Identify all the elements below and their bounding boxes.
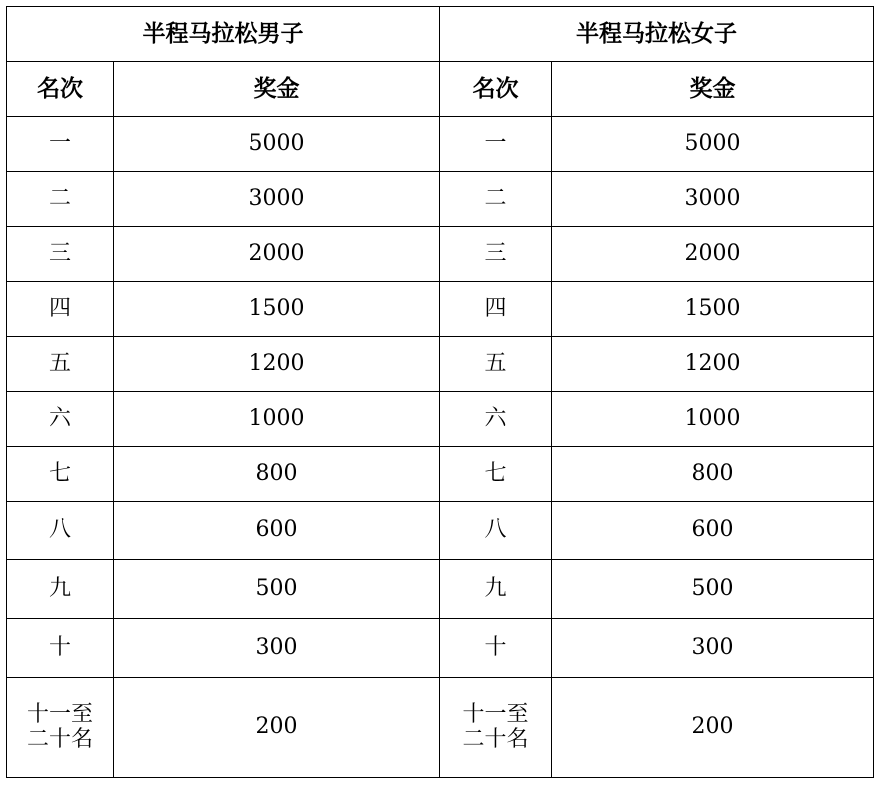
men-prize-cell: 800 [114,447,440,502]
men-prize-header: 奖金 [114,62,440,117]
women-prize-cell: 5000 [552,117,874,172]
men-prize-cell: 600 [114,502,440,560]
table-row [7,172,874,227]
table-row [7,392,874,447]
rank-line-1: 十一至 [26,702,93,728]
women-rank-cell: 二 [440,172,552,227]
women-prize-cell: 2000 [552,227,874,282]
rank-line-1: 十一至 [462,702,529,728]
table-row [7,117,874,172]
women-rank-header: 名次 [440,62,552,117]
women-prize-header: 奖金 [552,62,874,117]
men-prize-cell: 3000 [114,172,440,227]
women-rank-cell: 七 [440,447,552,502]
table-row [7,227,874,282]
women-rank-cell: 八 [440,502,552,560]
men-rank-cell: 七 [7,447,114,502]
prize-table [6,6,874,778]
women-prize-cell: 1000 [552,392,874,447]
men-rank-cell: 三 [7,227,114,282]
men-rank-header: 名次 [7,62,114,117]
women-rank-cell: 五 [440,337,552,392]
men-prize-cell: 500 [114,560,440,619]
women-prize-cell: 3000 [552,172,874,227]
men-rank-cell: 五 [7,337,114,392]
women-prize-cell: 800 [552,447,874,502]
table-row [7,337,874,392]
women-rank-cell: 四 [440,282,552,337]
table-row [7,560,874,619]
table-row [7,282,874,337]
men-prize-cell: 5000 [114,117,440,172]
women-rank-cell: 六 [440,392,552,447]
men-rank-cell: 九 [7,560,114,619]
women-rank-cell: 九 [440,560,552,619]
women-rank-cell: 三 [440,227,552,282]
women-rank-cell: 十 [440,619,552,678]
men-prize-cell: 300 [114,619,440,678]
section-title-row [7,7,874,62]
men-prize-cell: 1000 [114,392,440,447]
men-prize-cell: 200 [114,678,440,778]
women-prize-cell: 1500 [552,282,874,337]
rank-line-2: 二十名 [462,726,529,752]
men-prize-cell: 1200 [114,337,440,392]
women-prize-cell: 600 [552,502,874,560]
women-prize-cell: 300 [552,619,874,678]
table-row [7,502,874,560]
men-prize-cell: 2000 [114,227,440,282]
table-row [7,619,874,678]
women-prize-cell: 500 [552,560,874,619]
column-header-row [7,62,874,117]
men-rank-cell: 四 [7,282,114,337]
rank-line-2: 二十名 [26,726,93,752]
men-rank-cell: 十 [7,619,114,678]
women-prize-cell: 1200 [552,337,874,392]
women-rank-cell [440,678,552,778]
women-section-title: 半程马拉松女子 [440,7,874,62]
men-rank-cell: 八 [7,502,114,560]
men-rank-cell: 二 [7,172,114,227]
men-section-title: 半程马拉松男子 [7,7,440,62]
table-row [7,678,874,778]
women-prize-cell: 200 [552,678,874,778]
men-rank-cell: 一 [7,117,114,172]
men-rank-cell [7,678,114,778]
table-row [7,447,874,502]
women-rank-cell: 一 [440,117,552,172]
men-prize-cell: 1500 [114,282,440,337]
men-rank-cell: 六 [7,392,114,447]
